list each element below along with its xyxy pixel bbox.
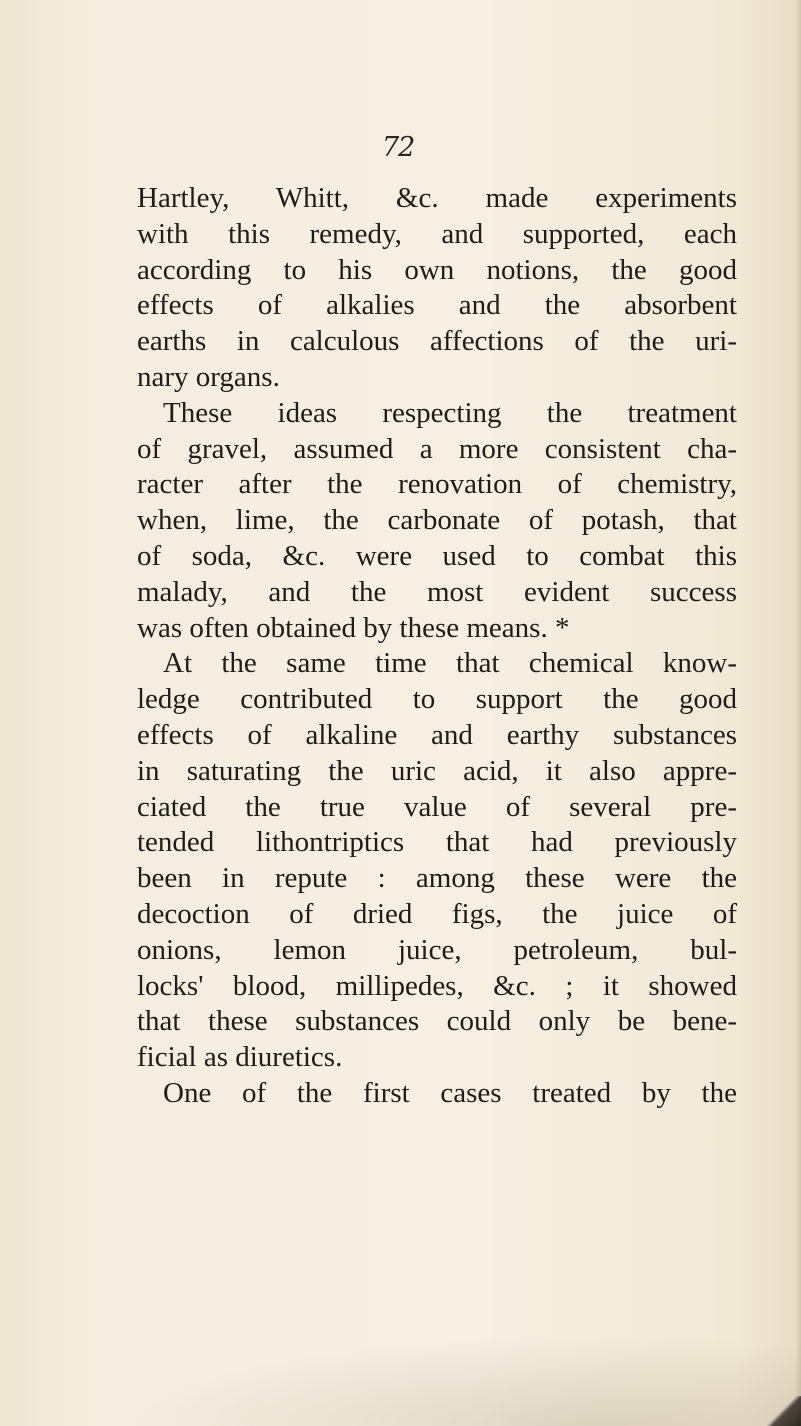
text-line-4: effects of alkalies and the absorbent — [137, 289, 737, 322]
text-line-17: in saturating the uric acid, it also appre- — [137, 754, 737, 787]
text-line-22: onions, lemon juice, petroleum, bul- — [137, 933, 737, 966]
text-line-3: according to his own notions, the good — [137, 253, 737, 286]
text-line-5: earths in calculous affections of the uri- — [137, 325, 737, 358]
page-corner-mark — [767, 1396, 801, 1426]
text-line-20: been in repute : among these were the — [137, 862, 737, 895]
text-line-19: tended lithontriptics that had previously — [137, 826, 737, 859]
text-line-12: malady, and the most evident success — [137, 575, 737, 608]
text-line-9: racter after the renovation of chemistry, — [137, 468, 737, 501]
page-bottom-shadow — [120, 1336, 801, 1426]
page-number: 72 — [382, 132, 415, 163]
text-line-23: locks' blood, millipedes, &c. ; it showed — [137, 969, 737, 1002]
text-line-25: ficial as diuretics. — [137, 1041, 343, 1074]
text-line-6: nary organs. — [137, 360, 280, 393]
text-line-24: that these substances could only be bene- — [137, 1005, 737, 1038]
text-line-26: One of the first cases treated by the — [163, 1076, 737, 1109]
text-line-14: At the same time that chemical know- — [163, 647, 737, 680]
text-line-13: was often obtained by these means. * — [137, 611, 570, 644]
text-line-21: decoction of dried figs, the juice of — [137, 897, 737, 930]
text-line-11: of soda, &c. were used to combat this — [137, 539, 737, 572]
text-line-8: of gravel, assumed a more consistent cha- — [137, 432, 737, 465]
text-line-2: with this remedy, and supported, each — [137, 217, 737, 250]
body-text — [137, 181, 737, 1112]
text-line-7: These ideas respecting the treatment — [163, 396, 737, 429]
text-line-18: ciated the true value of several pre- — [137, 790, 737, 823]
text-line-10: when, lime, the carbonate of potash, that — [137, 504, 737, 537]
text-line-15: ledge contributed to support the good — [137, 683, 737, 716]
text-line-16: effects of alkaline and earthy substances — [137, 718, 737, 751]
text-line-1: Hartley, Whitt, &c. made experiments — [137, 182, 737, 214]
page-edge-shadow — [795, 0, 801, 1426]
